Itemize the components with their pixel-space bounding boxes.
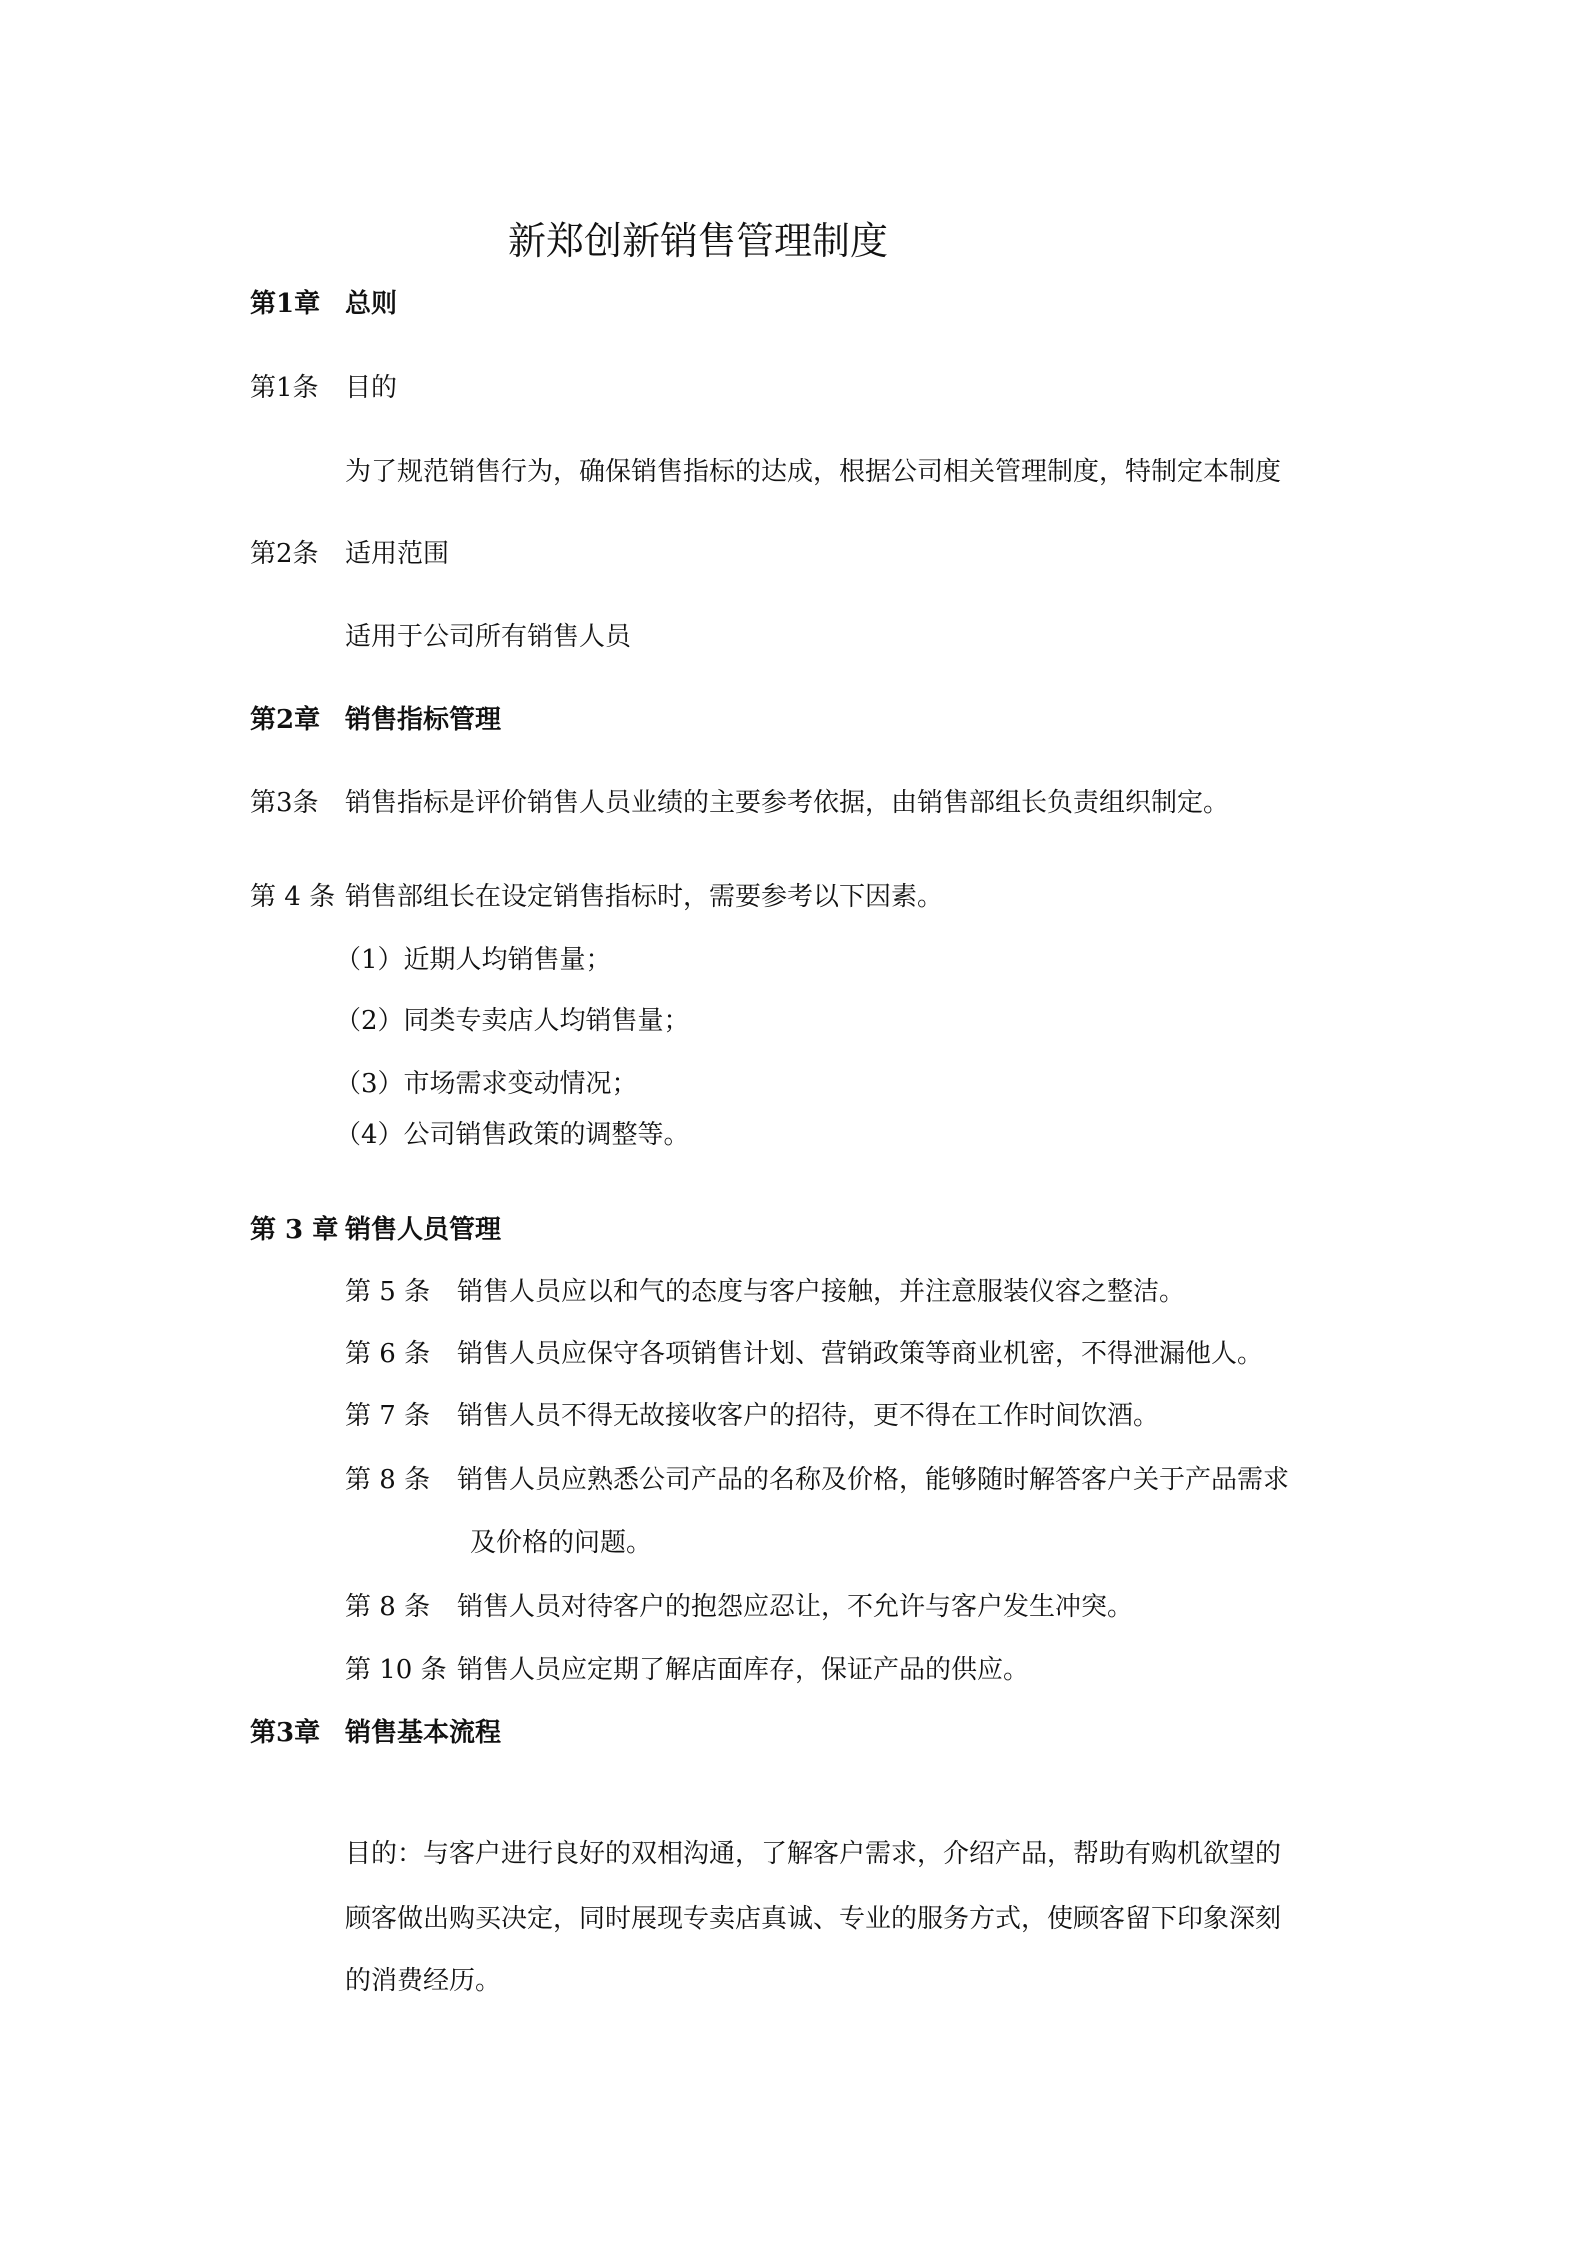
article-3-text: 销售指标是评价销售人员业绩的主要参考依据，由销售部组长负责组织制定。: [345, 788, 1230, 818]
article-1-body: 为了规范销售行为，确保销售指标的达成，根据公司相关管理制度，特制定本制度: [345, 457, 1282, 487]
article-8-text: 销售人员应熟悉公司产品的名称及价格，能够随时解答客户关于产品需求: [457, 1465, 1290, 1495]
article-4: [250, 880, 943, 914]
article-2-heading: [250, 537, 449, 571]
chapter-2-title: 销售指标管理: [345, 705, 502, 735]
chapter-4-number: 第3章: [250, 1718, 321, 1748]
article-10-number: 第 10 条: [345, 1655, 447, 1685]
chapter-3-title: 销售人员管理: [345, 1215, 502, 1245]
article-7-number: 第 7 条: [345, 1401, 431, 1431]
article-10-text: 销售人员应定期了解店面库存，保证产品的供应。: [457, 1655, 1030, 1685]
article-4-item-3: （3）市场需求变动情况；: [335, 1069, 638, 1099]
article-10: [345, 1653, 1029, 1687]
article-2-title: 适用范围: [345, 539, 450, 569]
article-7-text: 销售人员不得无故接收客户的招待，更不得在工作时间饮酒。: [457, 1401, 1160, 1431]
article-6-text: 销售人员应保守各项销售计划、营销政策等商业机密，不得泄漏他人。: [457, 1339, 1264, 1369]
purpose-line-2: 顾客做出购买决定，同时展现专卖店真诚、专业的服务方式，使顾客留下印象深刻: [345, 1904, 1282, 1934]
article-4-text: 销售部组长在设定销售指标时，需要参考以下因素。: [345, 882, 944, 912]
article-6-number: 第 6 条: [345, 1339, 431, 1369]
chapter-4-title: 销售基本流程: [345, 1718, 502, 1748]
article-5-text: 销售人员应以和气的态度与客户接触，并注意服装仪容之整洁。: [457, 1277, 1186, 1307]
chapter-1-heading: [250, 287, 397, 321]
article-3: [250, 786, 1229, 820]
article-4-item-1: （1）近期人均销售量；: [335, 945, 612, 975]
chapter-2-heading: [250, 703, 501, 737]
article-5-number: 第 5 条: [345, 1277, 431, 1307]
article-4-item-4: （4）公司销售政策的调整等。: [335, 1120, 690, 1150]
article-1-number: 第1条: [250, 373, 319, 403]
chapter-4-heading: [250, 1716, 501, 1750]
article-9-text: 销售人员对待客户的抱怨应忍让，不允许与客户发生冲突。: [457, 1592, 1134, 1622]
chapter-3-number: 第 3 章: [250, 1215, 339, 1245]
chapter-1-title: 总则: [345, 289, 398, 319]
article-3-number: 第3条: [250, 788, 319, 818]
article-6: [345, 1337, 1263, 1371]
article-2-number: 第2条: [250, 539, 319, 569]
article-8-continuation: 及价格的问题。: [470, 1528, 653, 1558]
article-9: [345, 1590, 1133, 1624]
purpose-line-3: 的消费经历。: [345, 1966, 502, 1996]
article-7: [345, 1399, 1159, 1433]
article-4-number: 第 4 条: [250, 882, 336, 912]
article-1-title: 目的: [345, 373, 398, 403]
article-5: [345, 1275, 1185, 1309]
article-2-body: 适用于公司所有销售人员: [345, 622, 632, 652]
article-1-heading: [250, 371, 397, 405]
article-8: [345, 1463, 1289, 1497]
chapter-2-number: 第2章: [250, 705, 321, 735]
article-8-number: 第 8 条: [345, 1465, 431, 1495]
article-4-item-2: （2）同类专卖店人均销售量；: [335, 1006, 690, 1036]
article-9-number: 第 8 条: [345, 1592, 431, 1622]
document-title: 新郑创新销售管理制度: [508, 219, 889, 263]
chapter-3-heading: [250, 1213, 501, 1247]
chapter-1-number: 第1章: [250, 289, 321, 319]
purpose-line-1: 目的：与客户进行良好的双相沟通，了解客户需求，介绍产品，帮助有购机欲望的: [345, 1839, 1282, 1869]
